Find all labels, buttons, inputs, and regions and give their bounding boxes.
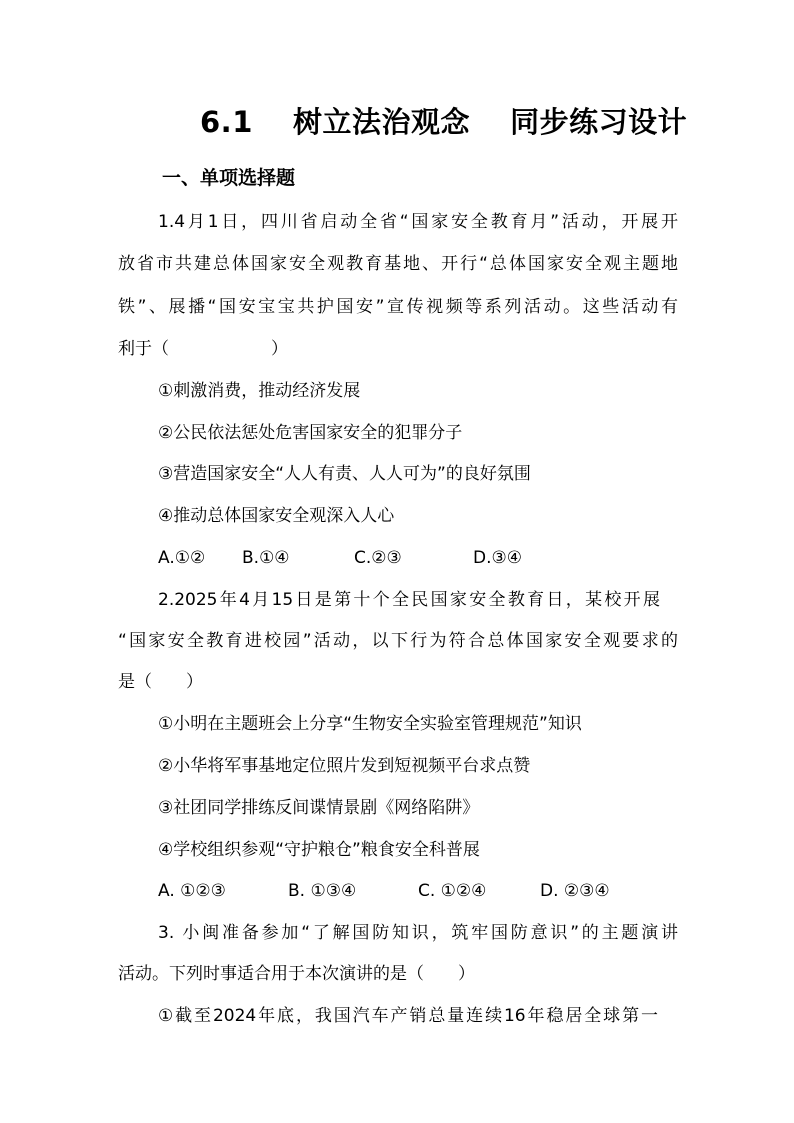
- q1-stem-line: 利于（ ）: [118, 339, 288, 359]
- q3-statement: ①截至2024年底，我国汽车产销总量连续16年稳居全球第一: [158, 1006, 658, 1026]
- q1-option-d: D.③④: [473, 548, 522, 568]
- q2-option-a: A. ①②③: [158, 881, 226, 901]
- q2-statement: ④学校组织参观“守护粮仓”粮食安全科普展: [158, 840, 480, 860]
- q2-statement: ②小华将军事基地定位照片发到短视频平台求点赞: [158, 756, 531, 776]
- q1-stem-line: 铁”、展播“国安宝宝共护国安”宣传视频等系列活动。这些活动有: [118, 297, 678, 317]
- q1-option-b: B.①④: [242, 548, 290, 568]
- q2-option-b: B. ①③④: [288, 881, 357, 901]
- q2-statement: ③社团同学排练反间谍情景剧《网络陷阱》: [158, 798, 480, 818]
- q2-stem-line: “国家安全教育进校园”活动，以下行为符合总体国家安全观要求的: [118, 631, 678, 651]
- q1-stem-line: 放省市共建总体国家安全观教育基地、开行“总体国家安全观主题地: [118, 254, 678, 274]
- q2-stem-line: 2.2025年4月15日是第十个全民国家安全教育日，某校开展: [158, 590, 660, 610]
- q1-statement: ①刺激消费，推动经济发展: [158, 381, 361, 401]
- q1-option-a: A.①②: [158, 548, 206, 568]
- q1-statement: ④推动总体国家安全观深入人心: [158, 506, 395, 526]
- q1-option-c: C.②③: [354, 548, 402, 568]
- q2-statement: ①小明在主题班会上分享“生物安全实验室管理规范”知识: [158, 714, 582, 734]
- q2-option-d: D. ②③④: [540, 881, 610, 901]
- section-heading: 一、单项选择题: [162, 167, 296, 189]
- q3-stem-line: 3. 小闽准备参加“了解国防知识，筑牢国防意识”的主题演讲: [158, 923, 678, 943]
- q2-stem-line: 是（ ）: [118, 672, 203, 692]
- q1-statement: ③营造国家安全“人人有责、人人可为”的良好氛围: [158, 464, 531, 484]
- page-title: 6.1 树立法治观念 同步练习设计: [200, 105, 688, 139]
- q2-option-c: C. ①②④: [418, 881, 487, 901]
- q3-stem-line: 活动。下列时事适合用于本次演讲的是（ ）: [118, 964, 475, 984]
- q1-stem-line: 1.4月1日，四川省启动全省“国家安全教育月”活动，开展开: [158, 212, 678, 232]
- q1-statement: ②公民依法惩处危害国家安全的犯罪分子: [158, 423, 463, 443]
